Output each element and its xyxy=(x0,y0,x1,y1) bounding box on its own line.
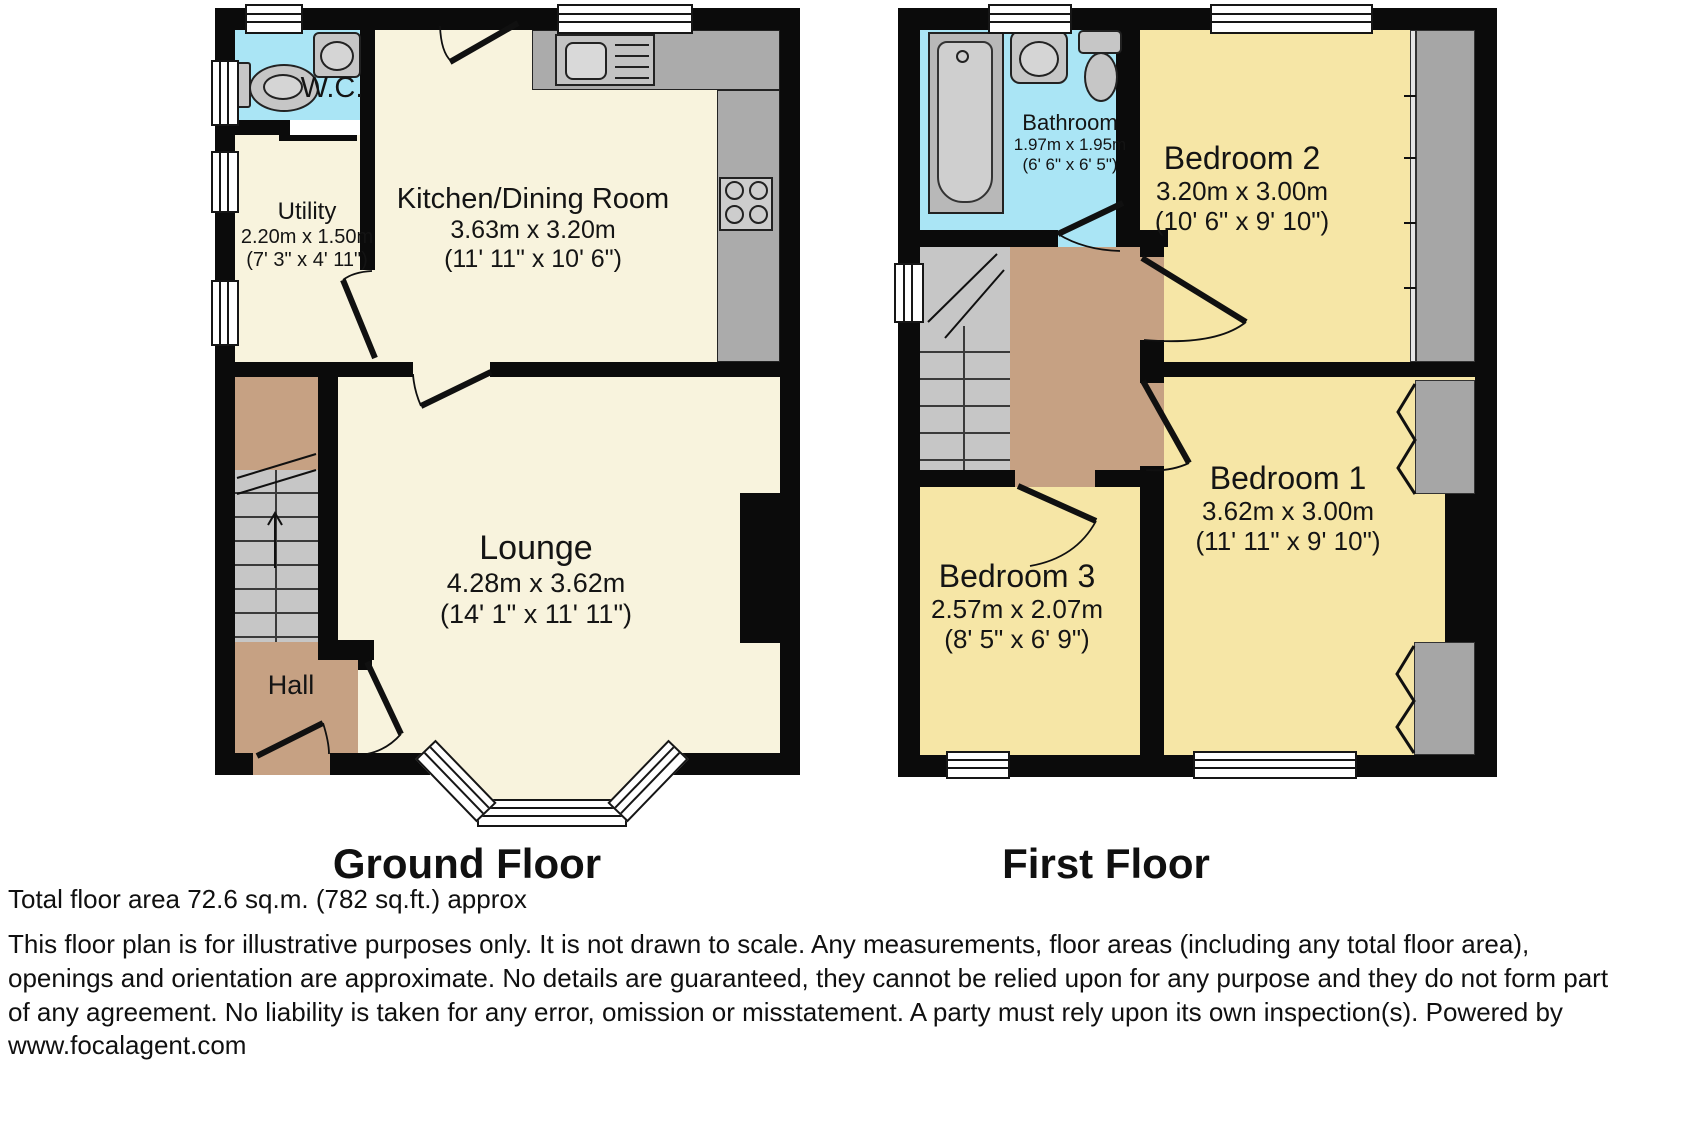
window xyxy=(1210,4,1373,34)
disclaimer-text: This floor plan is for illustrative purposes only. It is not drawn to scale. Any measurements, floor areas (including any total floor area), openings and orientation are approximate. No details are guaranteed, they cannot be relied upon for any purpose and they do not form part of any agreement. No liability is taken for any error, omission or misstatement. A party must rely upon its own inspection(s). Powered by www.focalagent.com xyxy=(8,929,1609,1061)
hob-burner xyxy=(749,205,768,224)
room-label-hall xyxy=(249,670,333,701)
room-dims-imperial: (10' 6" x 9' 10") xyxy=(1154,205,1330,236)
first-floor-title: First Floor xyxy=(1002,840,1210,887)
bay-window xyxy=(477,799,627,827)
hob-burner xyxy=(749,181,768,200)
bedroom1-door-opening xyxy=(1140,383,1164,466)
chimney-breast xyxy=(740,493,780,643)
bath-drain xyxy=(956,50,969,63)
wall xyxy=(1164,362,1475,377)
kitchen-sink xyxy=(555,34,655,86)
basin-bowl xyxy=(1019,41,1059,77)
room-dims-imperial: (6' 6" x 6' 5") xyxy=(1022,154,1118,174)
room-dims-metric: 1.97m x 1.95m xyxy=(1013,135,1127,155)
wall xyxy=(235,120,290,135)
room-name: Lounge xyxy=(479,529,593,567)
wall xyxy=(673,753,800,775)
window xyxy=(557,4,693,34)
wall xyxy=(215,753,253,775)
stair-treads xyxy=(920,326,1010,470)
wall xyxy=(358,660,372,670)
room-dims-metric: 2.20m x 1.50m xyxy=(240,225,374,248)
landing-floor xyxy=(1010,247,1140,470)
room-dims-imperial: (11' 11" x 10' 6") xyxy=(444,245,622,274)
room-dims-metric: 3.62m x 3.00m xyxy=(1202,495,1374,526)
bedroom3-door-opening xyxy=(1015,470,1095,487)
stair-center-line xyxy=(963,326,965,470)
ground-floor-title: Ground Floor xyxy=(332,840,602,887)
sink-drainer xyxy=(615,44,649,80)
window xyxy=(1193,751,1357,779)
toilet-icon xyxy=(1078,30,1122,54)
bedroom2-door-opening xyxy=(1140,257,1164,340)
room-name: Hall xyxy=(267,670,315,700)
room-name: W.C. xyxy=(300,72,364,104)
first-floor-plan xyxy=(898,8,1497,777)
hob-icon xyxy=(719,177,773,231)
room-name: Kitchen/Dining Room xyxy=(396,183,670,215)
room-label-bedroom3 xyxy=(907,558,1127,655)
toilet-bowl xyxy=(1084,52,1118,102)
wall xyxy=(330,753,430,775)
stairs-upper-landing xyxy=(235,377,318,470)
wall xyxy=(920,230,1058,247)
wall xyxy=(898,8,920,777)
room-dims-metric: 3.63m x 3.20m xyxy=(450,216,616,245)
wall xyxy=(318,377,338,642)
room-label-wc xyxy=(272,72,392,105)
wc-door-leaf xyxy=(279,135,357,141)
window xyxy=(988,4,1072,34)
window xyxy=(211,280,239,346)
room-name: Bedroom 3 xyxy=(938,558,1096,594)
wall xyxy=(1475,8,1497,777)
built-in-wardrobe xyxy=(1414,642,1475,755)
built-in-wardrobe xyxy=(1410,30,1475,362)
window xyxy=(211,60,239,126)
room-name: Utility xyxy=(277,198,337,225)
room-dims-imperial: (8' 5" x 6' 9") xyxy=(944,623,1090,654)
total-floor-area: Total floor area 72.6 sq.m. (782 sq.ft.) approx xyxy=(8,884,527,914)
hob-burner xyxy=(725,181,744,200)
ground-floor-plan xyxy=(215,8,800,838)
wall xyxy=(920,470,1015,487)
bathtub-inner xyxy=(937,41,993,203)
window xyxy=(245,4,303,34)
lounge-door-opening xyxy=(413,362,490,377)
room-dims-metric: 2.57m x 2.07m xyxy=(931,593,1103,624)
sink-basin xyxy=(565,42,607,80)
room-dims-imperial: (11' 11" x 9' 10") xyxy=(1195,525,1381,556)
room-dims-imperial: (14' 1" x 11' 11") xyxy=(439,599,633,630)
wall xyxy=(1140,247,1164,257)
wall xyxy=(1095,470,1140,487)
stair-center-line xyxy=(275,470,277,642)
wardrobe-door-track xyxy=(1411,31,1417,361)
chimney-breast xyxy=(1445,494,1475,644)
wall xyxy=(1140,340,1164,383)
room-label-bedroom1 xyxy=(1138,460,1438,557)
wall xyxy=(235,362,413,377)
room-label-kitchen xyxy=(373,183,693,274)
room-label-utility xyxy=(227,198,387,272)
wall xyxy=(490,362,780,377)
basin-bowl xyxy=(320,41,354,71)
room-label-bedroom2 xyxy=(1092,140,1392,237)
wall xyxy=(780,8,800,775)
room-name: Bathroom xyxy=(1022,110,1118,135)
room-name: Bedroom 2 xyxy=(1163,140,1321,176)
room-name: Bedroom 1 xyxy=(1209,460,1367,496)
front-door-threshold xyxy=(253,753,330,775)
window xyxy=(894,263,924,323)
window xyxy=(946,751,1010,779)
hob-burner xyxy=(725,205,744,224)
basin-icon xyxy=(1010,30,1068,84)
room-dims-metric: 4.28m x 3.62m xyxy=(446,568,626,599)
room-dims-metric: 3.20m x 3.00m xyxy=(1156,175,1328,206)
utility-door-opening xyxy=(360,270,375,362)
wall xyxy=(318,640,374,660)
room-dims-imperial: (7' 3" x 4' 11") xyxy=(246,248,368,271)
room-label-lounge xyxy=(356,529,716,630)
